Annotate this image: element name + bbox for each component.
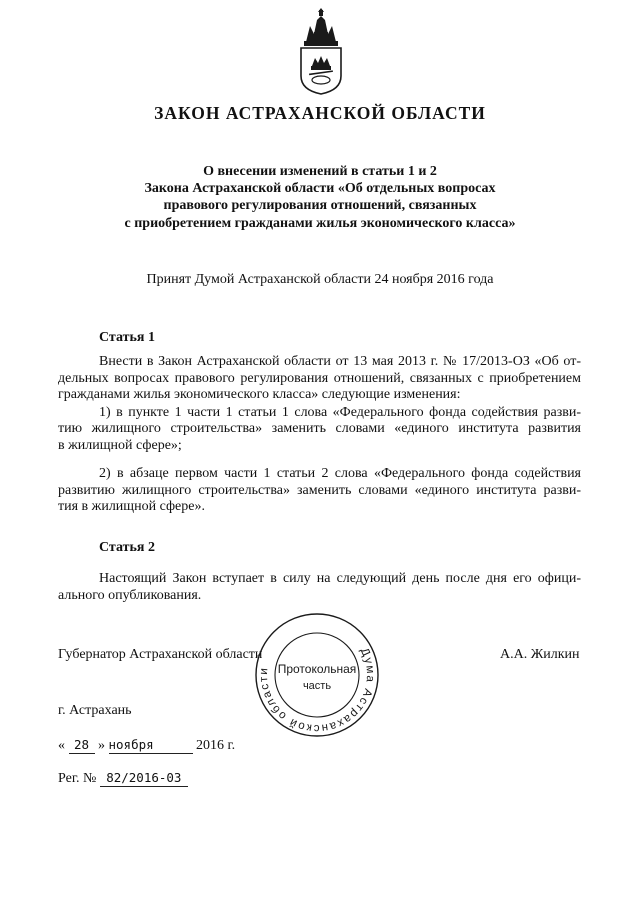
adoption-note: Принят Думой Астраханской области 24 ноября 2016 года xyxy=(146,272,494,287)
article-1-item-2 xyxy=(58,466,581,516)
text-line: ального опубликования. xyxy=(58,587,202,603)
registration-number xyxy=(58,770,188,788)
subtitle-line: Закона Астраханской области «Об отдельных вопросах xyxy=(144,181,496,197)
place-of-signing: г. Астрахань xyxy=(58,703,132,718)
law-subtitle xyxy=(0,163,640,232)
text-line: 1) в пункте 1 части 1 статьи 1 слова «Федерального фонда содействия разви- xyxy=(99,404,581,420)
subtitle-line: с приобретением гражданами жилья экономического класса» xyxy=(124,215,516,231)
round-stamp xyxy=(253,611,381,739)
article-2-text xyxy=(58,571,581,604)
text-line: 2) в абзаце первом части 1 статьи 2 слова «Федерального фонда содействия xyxy=(99,466,581,481)
article-2-heading: Статья 2 xyxy=(99,540,155,555)
article-1-intro xyxy=(58,354,581,404)
date-year: 2016 г. xyxy=(196,738,236,753)
date-month: ноября xyxy=(109,737,193,754)
stamp-ring-text: Дума Астраханской области xyxy=(257,646,377,735)
text-line: тия в жилищной сфере». xyxy=(58,499,205,515)
article-1-heading: Статья 1 xyxy=(99,330,155,345)
text-line: гражданами жилья экономического класса» следующие изменения: xyxy=(58,387,461,403)
governor-title: Губернатор Астраханской области xyxy=(58,647,263,662)
date-day: 28 xyxy=(69,737,95,754)
stamp-center-line-1: Протокольная xyxy=(277,662,357,676)
subtitle-line: О внесении изменений в статьи 1 и 2 xyxy=(203,164,437,179)
document-title: ЗАКОН АСТРАХАНСКОЙ ОБЛАСТИ xyxy=(154,103,486,123)
text-line: Внести в Закон Астраханской области от 13 мая 2013 г. № 17/2013-ОЗ «Об от- xyxy=(99,354,581,369)
date-open-quote: « xyxy=(58,738,65,753)
article-1-item-1 xyxy=(58,405,581,455)
registration-value: 82/2016-03 xyxy=(100,770,188,787)
text-line: тию жилищного строительства» заменить словами «единого института развития xyxy=(58,421,581,437)
date-close-quote: » xyxy=(98,738,105,753)
text-line: Настоящий Закон вступает в силу на следующий день после дня его офици- xyxy=(99,571,581,586)
subtitle-line: правового регулирования отношений, связанных xyxy=(163,198,477,214)
governor-name: А.А. Жилкин xyxy=(500,647,580,662)
stamp-center-line-2: часть xyxy=(302,680,332,692)
text-line: развитию жилищного строительства» заменить словами «единого института разви- xyxy=(58,482,581,498)
signing-date xyxy=(58,737,235,755)
registration-label: Рег. № xyxy=(58,771,97,786)
svg-text:Дума Астраханской области xyxy=(253,613,381,739)
coat-of-arms-icon xyxy=(296,8,346,96)
text-line: в жилищной сфере»; xyxy=(58,437,182,453)
text-line: дельных вопросах правового регулирования отношений, связанных с приобретением xyxy=(58,370,581,386)
